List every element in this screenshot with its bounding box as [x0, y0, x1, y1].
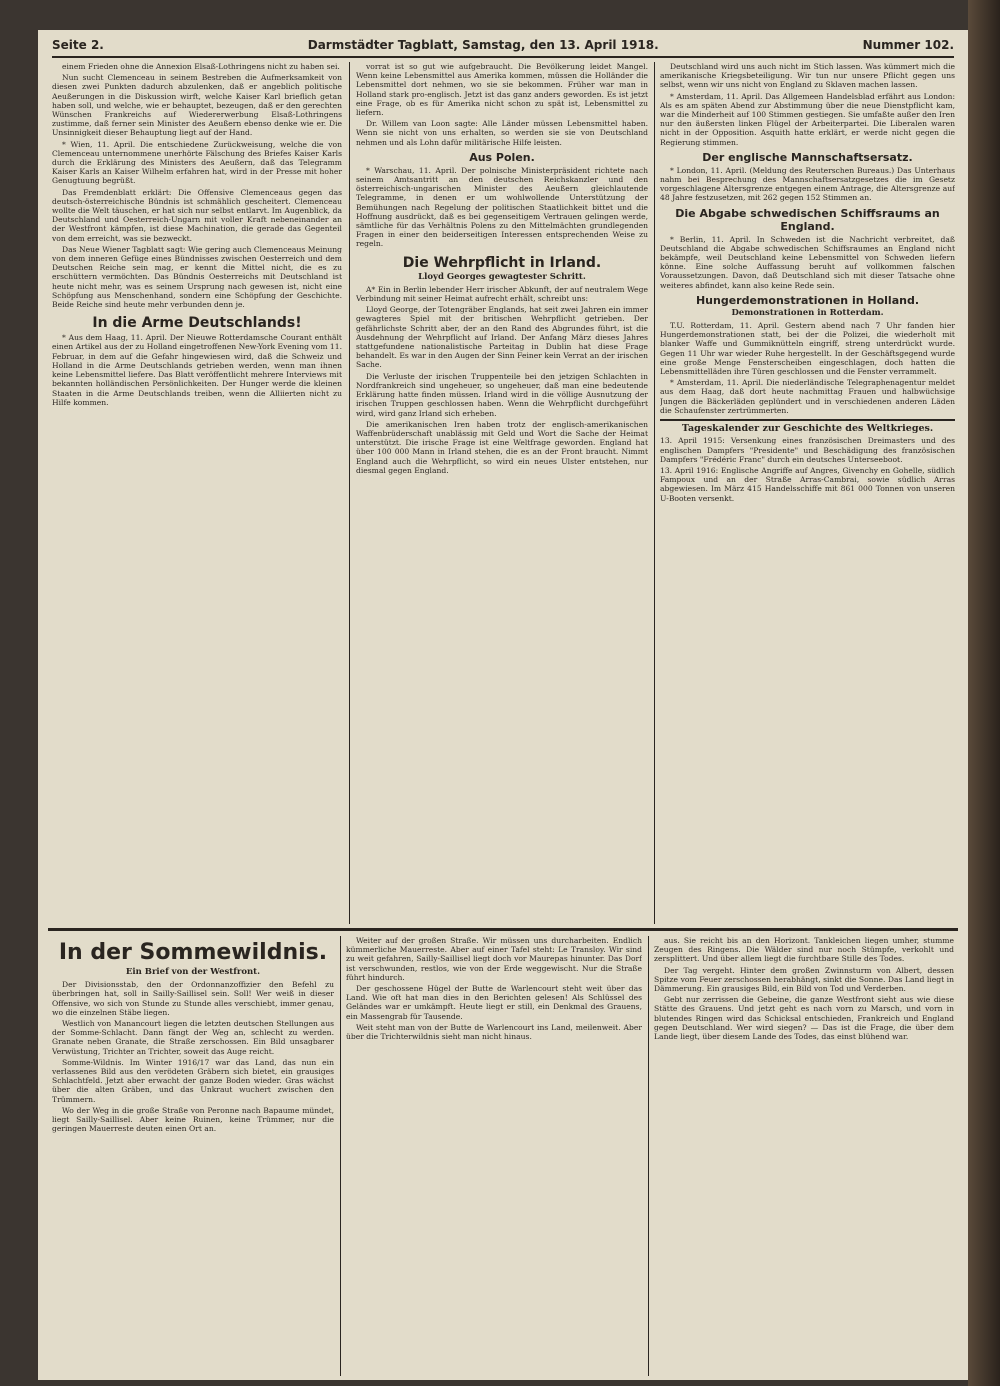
article-paragraph: * Berlin, 11. April. In Schweden ist die Nachricht verbreitet, daß Deutschland die Abgabe schwedischen Schiffsraumes an England nicht bekämpfe, weil Deutschland keine Lebensmittel von Schweden liefern könne. Eine solche Auffassung beruht auf vollkommen falschen Voraussetzungen. Davon, daß Deutschland sich mit dieser Tatsache ohne weiteres abfindet, kann also keine Rede sein.: [660, 234, 955, 290]
article-paragraph: Lloyd George, der Totengräber Englands, hat seit zwei Jahren ein immer gewagteres Spiel mit der britischen Wehrpflicht getrieben. Der gefährlichste Schritt aber, der an den Rand des Abgrundes führt, ist die Ausdehnung der Wehrpflicht auf Irland. Der Anfang März dieses Jahres stattgefundene nationalistische Parteitag in Dublin hat diese Frage behandelt. Es war in den Augen der Sinn Feiner kein Verrat an der irischen Sache.: [356, 305, 648, 370]
article-paragraph: Weit steht man von der Butte de Warlencourt ins Land, meilenweit. Aber über die Trichterwildnis sieht man nicht hinaus.: [346, 1022, 642, 1042]
headline-schiffsraum: Die Abgabe schwedischen Schiffsraums an England.: [675, 206, 940, 233]
article-paragraph: Der geschossene Hügel der Butte de Warlencourt steht weit über das Land. Wie oft hat man dies in den Berichten gelesen! Als Schlüssel des Geländes war er umkämpft. Heute liegt er still, ein Denkmal des Grauens, ein Massengrab für Tausende.: [346, 984, 642, 1021]
article-paragraph: T.U. Rotterdam, 11. April. Gestern abend nach 7 Uhr fanden hier Hungerdemonstrationen statt, bei der die Polizei, die wiederholt mit blanker Waffe und Gummiknütteln eingriff, streng unterdrückt wurde. Gegen 11 Uhr war wieder Ruhe hergestellt. In der Geschäftsgegend wurde eine große Menge Fensterscheiben eingeschlagen, doch hatten die Lebensmittelläden ihre Türen geschlossen und die Fenster verrammelt.: [660, 321, 955, 377]
article-paragraph: Nun sucht Clemenceau in seinem Bestreben die Aufmerksamkeit von diesen zwei Punkten dadurch abzulenken, daß er angeblich politische Aeußerungen in die Diskussion wirft, welche Kaiser Karl brieflich getan haben soll, und welche, wie er behauptet, bezeugen, daß er den gerechten Wünschen Frankreichs auf Wiedererwerbung Elsaß-Lothringens zustimme, daß ferner sein Minister des Aeußern ebenso denke wie er. Die Unsinnigkeit dieser Behauptung liegt auf der Hand.: [52, 73, 342, 138]
column-3: [660, 62, 955, 924]
article-paragraph: Deutschland wird uns auch nicht im Stich lassen. Was kümmert mich die amerikanische Kriegsbeteiligung. Wir tun nur unsere Pflicht gegen uns selbst, wenn wir uns nicht von England zu Sklaven machen lassen.: [660, 62, 955, 90]
headline-arme-deutschlands: In die Arme Deutschlands!: [92, 315, 302, 332]
article-paragraph: Westlich von Manancourt liegen die letzten deutschen Stellungen aus der Somme-Schlacht. Dann fängt der Weg an, schlecht zu werden. Granate neben Granate, die Straße zerschossen. Ein Bild unsagbarer Verwüstung, Trichter an Trichter, soweit das Auge reicht.: [52, 1019, 334, 1056]
headline-mannschaftsersatz: Der englische Mannschaftsersatz.: [702, 150, 913, 164]
subheadline-irland: Lloyd Georges gewagtester Schritt.: [418, 271, 586, 282]
feuilleton-column-1: [52, 936, 334, 1376]
issue-number: Nummer 102.: [862, 38, 954, 52]
article-paragraph: Dr. Willem van Loon sagte: Alle Länder müssen Lebensmittel haben. Wenn sie nicht von uns erhalten, so werden sie sie von Deutschland nehmen und als Lohn dafür militärische Hilfe leisten.: [356, 119, 648, 147]
headline-aus-polen: Aus Polen.: [469, 150, 535, 164]
headline-hungerdemonstrationen: Hungerdemonstrationen in Holland.: [695, 293, 920, 307]
feuilleton-column-2: [346, 936, 642, 1376]
article-paragraph: * Amsterdam, 11. April. Das Allgemeen Handelsblad erfährt aus London: Als es am späten Abend zur Abstimmung über die neue Dienstpflicht kam, war die Minderheit auf 100 Stimmen gestiegen. Sie umfaßte außer den Iren nur den äußersten linken Flügel der Arbeiterpartei. Die Liberalen waren nicht in der Opposition. Asquith hatte erklärt, er werde nicht gegen die Regierung stimmen.: [660, 91, 955, 147]
calendar-entry: 13. April 1916: Englische Angriffe auf Angres, Givenchy en Gohelle, südlich Fampoux und an der Straße Arras-Cambrai, sowie südlich Arras abgewiesen. Im März 415 Handelsschiffe mit 861 000 Tonnen von unseren U-Booten versenkt.: [660, 465, 955, 503]
article-paragraph: * Warschau, 11. April. Der polnische Ministerpräsident richtete nach seinem Amtsantritt an den deutschen Reichskanzler und den österreichisch-ungarischen Minister des Aeußern gleichlautende Telegramme, in denen er um wohlwollende Unterstützung der Bemühungen nach Regelung der politischen Staatlichkeit bittet und die Hoffnung ausdrückt, daß es bei gegenseitigem Vertrauen gelingen werde, sämtliche für das Verhältnis Polens zu den Mittelmächten grundlegenden Fragen in einer den beiderseitigen Interessen entsprechenden Weise zu regeln.: [356, 165, 648, 249]
masthead-line: Darmstädter Tagblatt, Samstag, den 13. April 1918.: [307, 38, 659, 52]
feuilleton-subtitle: Ein Brief von der Westfront.: [125, 967, 261, 977]
calendar-entry: 13. April 1915: Versenkung eines französischen Dreimasters und des englischen Dampfers "Presidente" und Beschädigung des französischen Dampfers "Frédéric Franc" durch ein deutsches Unterseeboot.: [660, 436, 955, 464]
article-paragraph: einem Frieden ohne die Annexion Elsaß-Lothringens nicht zu haben sei.: [62, 62, 340, 71]
article-paragraph: A* Ein in Berlin lebender Herr irischer Abkunft, der auf neutralem Wege Verbindung mit seiner Heimat aufrecht erhält, schreibt uns:: [356, 284, 648, 304]
article-paragraph: Wo der Weg in die große Straße von Peronne nach Bapaume mündet, liegt Sailly-Saillisel. Aber keine Ruinen, keine Trümmer, nur die geringen Mauerreste deuten einen Ort an.: [52, 1105, 334, 1134]
article-paragraph: Das Neue Wiener Tagblatt sagt: Wie gering auch Clemenceaus Meinung von dem inneren Gefüge eines Bündnisses zwischen Oesterreich und dem Deutschen Reiche sein mag, er kennt die Mittel nicht, die es zu erschüttern vermöchten. Das Bündnis Oesterreichs mit Deutschland ist heute nicht mehr, was es seinem Ursprung nach gewesen ist, nicht eine Schöpfung aus Menschenhand, sondern eine Schöpfung der Geschichte. Beide Reiche sind heute mehr verbunden denn je.: [52, 244, 342, 310]
article-paragraph: aus. Sie reicht bis an den Horizont. Tankleichen liegen umher, stumme Zeugen des Ringens. Die Wälder sind nur noch Stümpfe, verkohlt und zersplittert. Und über allem liegt die furchtbare Stille des Todes.: [654, 936, 954, 964]
article-paragraph: Weiter auf der großen Straße. Wir müssen uns durcharbeiten. Endlich kümmerliche Mauerreste. Aber auf einer Tafel steht: Le Transloy. Wir sind zu weit gefahren, Sailly-Saillisel liegt doch vor Maurepas hinunter. Das Dorf ist verschwunden, restlos, wie von der Erde weggewischt. Nur die Straße führt hindurch.: [346, 936, 642, 982]
page-edge-shadow: [968, 0, 1000, 1386]
article-paragraph: Das Fremdenblatt erklärt: Die Offensive Clemenceaus gegen das deutsch-österreichische Bündnis ist schmählich gescheitert. Clemenceau wollte die Welt täuschen, er hat sich nur selbst entlarvt. Im Augenblick, da Deutschland und Oesterreich-Ungarn mit voller Kraft nebeneinander an der Westfront kämpfen, ist diese Machination, die gerade das Gegenteil von dem erreicht, was sie bezweckt.: [52, 187, 342, 243]
article-paragraph: Die Verluste der irischen Truppenteile bei den jetzigen Schlachten in Nordfrankreich sind ungeheuer, so ungeheuer, daß man eine bedeutende Erklärung hatte finden müssen. Irland wird in die völlige Ausnutzung der irischen Truppen geschlossen haben. Wenn die Wehrpflicht durchgeführt wird, wird ganz Irland sich erheben.: [356, 371, 648, 418]
article-paragraph: Der Divisionsstab, den der Ordonnanzoffizier den Befehl zu überbringen hat, soll in Sailly-Saillisel sein. Soll! Wer weiß in dieser Offensive, wo sich von Stunde zu Stunde alles verschiebt, immer genau, wo die einzelnen Stäbe liegen.: [52, 980, 334, 1017]
subheadline-rotterdam: Demonstrationen in Rotterdam.: [731, 307, 884, 318]
article-paragraph: * Aus dem Haag, 11. April. Der Nieuwe Rotterdamsche Courant enthält einen Artikel aus der zu Holland eingetroffenen New-York Evening vom 11. Februar, in dem auf die Gefahr hingewiesen wird, daß die Schweiz und Holland in die Arme Deutschlands getrieben werden, wenn man ihnen keine Lebensmittel liefere. Das Blatt veröffentlicht mehrere Interviews mit bekannten holländischen Persönlichkeiten. Der Hunger werde die kleinen Staaten in die Arme Deutschlands treiben, wenn die Alliierten nicht zu Hilfe kommen.: [52, 333, 342, 407]
feuilleton-title: In der Sommewildnis.: [58, 940, 328, 965]
headline-tageskalender: Tageskalender zur Geschichte des Weltkrieges.: [681, 423, 934, 435]
feuilleton-column-3: [654, 936, 954, 1376]
article-paragraph: * Amsterdam, 11. April. Die niederländische Telegraphenagentur meldet aus dem Haag, daß dort heute nachmittag Frauen und halbwüchsige Jungen die Bäckerläden geplündert und in verschiedenen anderen Läden die Schaufenster zertrümmerten.: [660, 378, 955, 415]
article-paragraph: Die amerikanischen Iren haben trotz der englisch-amerikanischen Waffenbrüderschaft unablässig mit Geld und Wort die Sache der Heimat unterstützt. Die irische Frage ist eine Weltfrage geworden. England hat über 100 000 Mann in Irland stehen, die es an der Front braucht. Nimmt England auch die Wehrpflicht, so wird ein neues Ulster entstehen, nur diesmal gegen England.: [356, 419, 648, 475]
article-paragraph: Der Tag vergeht. Hinter dem großen Zwinnsturm von Albert, dessen Spitze vom Feuer zerschossen herabhängt, sinkt die Sonne. Das Land liegt in Dämmerung. Ein grausiges Bild, ein Bild von Tod und Verderben.: [654, 965, 954, 994]
article-paragraph: * Wien, 11. April. Die entschiedene Zurückweisung, welche die von Clemenceau unternommene unerhörte Fälschung des Briefes Kaiser Karls durch die Erklärung des Ministers des Aeußern, daß das Telegramm Kaiser Karls an Kaiser Wilhelm erfahren hat, wird in der Presse mit hoher Genugtuung begrüßt.: [52, 139, 342, 186]
article-paragraph: Somme-Wildnis. Im Winter 1916/17 war das Land, das nun ein verlassenes Bild aus den verödeten Gräbern sich bietet, ein grausiges Schlachtfeld. Jetzt aber erwacht der ganze Boden wieder. Gras wächst über die alten Gräben, und das Unkraut wuchert zwischen den Trümmern.: [52, 1057, 334, 1104]
article-paragraph: vorrat ist so gut wie aufgebraucht. Die Bevölkerung leidet Mangel. Wenn keine Lebensmittel aus Amerika kommen, müssen die Holländer die Lebensmittel dort nehmen, wo sie sie bekommen. Früher war man in Holland stark pro-englisch. Jetzt ist das ganz anders geworden. Es ist jetzt eine Frage, ob es für Amerika nicht schon zu spät ist, Lebensmittel zu liefern.: [356, 62, 648, 118]
page-header: [52, 34, 954, 58]
column-1: [52, 62, 342, 924]
article-paragraph: Gebt nur zerrissen die Gebeine, die ganze Westfront sieht aus wie diese Stätte des Grauens. Und jetzt geht es nach vorn zu Marsch, und vorn in blutendes Ringen wird das Schicksal entschieden, Frankreich und England gegen Deutschland. Wer wird siegen? — Das ist die Frage, die über dem Lande liegt, über diesem Lande des Todes, das einst blühend war.: [654, 995, 954, 1042]
headline-wehrpflicht-irland: Die Wehrpflicht in Irland.: [402, 254, 602, 271]
article-paragraph: * London, 11. April. (Meldung des Reuterschen Bureaus.) Das Unterhaus nahm bei Besprechung des Mannschaftsersatzgesetzes die im Gesetz vorgeschlagene Altersgrenze entgegen einem Antrage, die Altersgrenze auf 48 Jahre festzusetzen, mit 262 gegen 152 Stimmen an.: [660, 165, 955, 203]
page-number: Seite 2.: [52, 38, 104, 52]
column-2: [356, 62, 648, 924]
newspaper-page: [38, 30, 968, 1380]
